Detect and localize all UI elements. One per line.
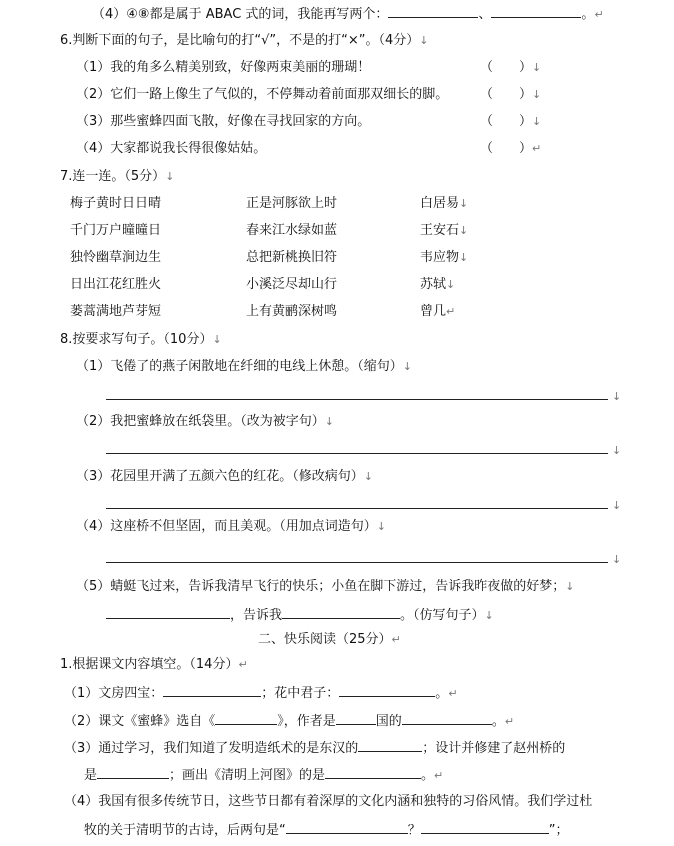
q7-col2-2[interactable]: 春来江水绿如蓝 bbox=[246, 223, 338, 238]
q6-paren-4[interactable]: （ ）↵ bbox=[480, 141, 542, 156]
q1-line-3 bbox=[64, 738, 565, 758]
answer-blank[interactable] bbox=[421, 820, 549, 834]
section-title-text: 二、快乐阅读（25分） bbox=[258, 632, 392, 647]
period: 。 bbox=[581, 7, 595, 22]
answer-paren: （ ） bbox=[480, 60, 533, 75]
q1-text: 。 bbox=[491, 714, 505, 729]
q1-text: 。 bbox=[435, 686, 449, 701]
answer-line-2[interactable] bbox=[106, 453, 608, 454]
q1-text: （1）文房四宝： bbox=[64, 686, 164, 701]
q8-item-2: （2）我把蜜蜂放在纸袋里。（改为被字句）↓ bbox=[76, 414, 334, 429]
q8-title-text: 8.按要求写句子。（10分） bbox=[60, 332, 213, 347]
q7-col3-4[interactable]: 苏轼↓ bbox=[420, 277, 456, 292]
q7-col1-2[interactable]: 千门万户曈曈日 bbox=[70, 223, 162, 238]
answer-blank[interactable] bbox=[106, 605, 230, 619]
poet-name: 白居易 bbox=[420, 196, 460, 211]
poet-name: 韦应物 bbox=[420, 250, 460, 265]
separator: 、 bbox=[478, 7, 492, 22]
answer-blank[interactable] bbox=[402, 711, 492, 725]
q8-item-text: （4）这座桥不但坚固，而且美观。（用加点词造句） bbox=[76, 519, 377, 534]
q6-item-text: （4）大家都说我长得很像姑姑。 bbox=[76, 141, 267, 156]
q6-item-text: （2）它们一路上像生了气似的，不停舞动着前面那双细长的脚。 bbox=[76, 87, 449, 102]
answer-blank[interactable] bbox=[325, 765, 421, 779]
q7-title-text: 7.连一连。（5分） bbox=[60, 169, 166, 184]
q1-text: ”； bbox=[548, 823, 569, 838]
answer-blank[interactable] bbox=[163, 683, 261, 697]
answer-blank[interactable] bbox=[336, 711, 376, 725]
q7-col2-4[interactable]: 小溪泛尽却山行 bbox=[246, 277, 338, 292]
q1-text: （4）我国有很多传统节日，这些节日都有着深厚的文化内涵和独特的习俗风情。我们学过杜 bbox=[64, 794, 593, 809]
answer-line-4[interactable] bbox=[106, 562, 608, 563]
q5-4-line: （4）④⑧都是属于 ABAC 式的词，我能再写两个： 、 。↵ bbox=[92, 4, 604, 24]
answer-paren: （ ） bbox=[480, 141, 533, 156]
q6-item-text: （1）我的角多么精美别致，好像两束美丽的珊瑚！ bbox=[76, 60, 371, 75]
q8-item-5-line2: ，告诉我 。（仿写句子）↓ bbox=[106, 605, 494, 625]
q7-col2-5[interactable]: 上有黄鹂深树鸣 bbox=[246, 304, 338, 319]
q8-item-text: （3）花园里开满了五颜六色的红花。（修改病句） bbox=[76, 469, 364, 484]
answer-blank[interactable] bbox=[388, 4, 478, 18]
poet-name: 苏轼 bbox=[420, 277, 447, 292]
q6-item-text: （3）那些蜜蜂四面飞散，好像在寻找回家的方向。 bbox=[76, 114, 371, 129]
answer-paren: （ ） bbox=[480, 114, 533, 129]
q1-title-text: 1.根据课文内容填空。（14分） bbox=[60, 657, 239, 672]
return-mark: ↓ bbox=[612, 390, 622, 403]
answer-blank[interactable] bbox=[282, 605, 400, 619]
q8-item-text: （5）蜻蜓飞过来，告诉我清早飞行的快乐；小鱼在脚下游过，告诉我昨夜做的好梦； bbox=[76, 579, 566, 594]
q6-paren-1[interactable]: （ ）↓ bbox=[480, 60, 542, 75]
answer-paren: （ ） bbox=[480, 87, 533, 102]
answer-blank[interactable] bbox=[97, 765, 169, 779]
q8-item-text: （2）我把蜜蜂放在纸袋里。（改为被字句） bbox=[76, 414, 325, 429]
q1-line-2: （2）课文《蜜蜂》选自《 》，作者是 国的 。↵ bbox=[64, 711, 514, 731]
q1-text: 》，作者是 bbox=[277, 714, 336, 729]
poet-name: 曾几 bbox=[420, 304, 447, 319]
q8-item-5: （5）蜻蜓飞过来，告诉我清早飞行的快乐；小鱼在脚下游过，告诉我昨夜做的好梦；↓ bbox=[76, 579, 575, 594]
q7-col3-1[interactable]: 白居易↓ bbox=[420, 196, 469, 211]
q1-line-3b: 是 ；画出《清明上河图》的是 。↵ bbox=[84, 765, 443, 785]
poet-name: 王安石 bbox=[420, 223, 460, 238]
answer-blank[interactable] bbox=[339, 683, 435, 697]
q1-text: ；设计并修建了赵州桥的 bbox=[422, 741, 566, 756]
answer-blank[interactable] bbox=[215, 711, 277, 725]
q7-col1-4[interactable]: 日出江花红胜火 bbox=[70, 277, 162, 292]
q8-item-4: （4）这座桥不但坚固，而且美观。（用加点词造句）↓ bbox=[76, 519, 386, 534]
return-mark: ↓ bbox=[612, 444, 622, 457]
q6-item-3 bbox=[76, 113, 370, 131]
q7-col3-5[interactable]: 曾几↵ bbox=[420, 304, 456, 319]
answer-blank[interactable] bbox=[286, 820, 408, 834]
q7-col1-3[interactable]: 独怜幽草涧边生 bbox=[70, 250, 162, 265]
q8-item-text: （1）飞倦了的燕子闲散地在纤细的电线上休憩。（缩句） bbox=[76, 359, 403, 374]
q6-item-2 bbox=[76, 86, 448, 104]
answer-line-3[interactable] bbox=[106, 508, 608, 509]
return-mark: ↓ bbox=[612, 553, 622, 566]
q6-paren-2[interactable]: （ ）↓ bbox=[480, 87, 542, 102]
q1-title: 1.根据课文内容填空。（14分）↵ bbox=[60, 657, 248, 672]
answer-blank[interactable] bbox=[491, 4, 581, 18]
q1-text: 。 bbox=[421, 768, 435, 783]
q6-paren-3[interactable]: （ ）↓ bbox=[480, 114, 542, 129]
q7-col2-3[interactable]: 总把新桃换旧符 bbox=[246, 250, 338, 265]
q1-line-4b bbox=[84, 820, 569, 840]
section-2-title: 二、快乐阅读（25分）↵ bbox=[258, 632, 401, 647]
q5-4-text: （4）④⑧都是属于 ABAC 式的词，我能再写两个： bbox=[92, 7, 389, 22]
q7-col3-3[interactable]: 韦应物↓ bbox=[420, 250, 469, 265]
q7-col1-1[interactable]: 梅子黄时日日晴 bbox=[70, 196, 162, 211]
q8-item-5-mid: ，告诉我 bbox=[230, 608, 283, 623]
return-mark: ↓ bbox=[612, 499, 622, 512]
q6-item-4 bbox=[76, 140, 266, 158]
q1-text: 牧的关于清明节的古诗，后两句是“ bbox=[84, 823, 286, 838]
q1-line-4 bbox=[64, 793, 592, 811]
q1-text: 国的 bbox=[375, 714, 402, 729]
q8-item-5-end: 。（仿写句子） bbox=[400, 608, 485, 623]
q7-title: 7.连一连。（5分）↓ bbox=[60, 169, 175, 184]
q7-col2-1[interactable]: 正是河豚欲上时 bbox=[246, 196, 338, 211]
q1-text: ；花中君子： bbox=[261, 686, 340, 701]
q8-item-1: （1）飞倦了的燕子闲散地在纤细的电线上休憩。（缩句）↓ bbox=[76, 359, 412, 374]
q1-text: 是 bbox=[84, 768, 98, 783]
q6-title-text: 6.判断下面的句子，是比喻句的打“√”，不是的打“×”。（4分） bbox=[60, 33, 420, 48]
answer-blank[interactable] bbox=[358, 738, 422, 752]
q1-text: （2）课文《蜜蜂》选自《 bbox=[64, 714, 216, 729]
answer-line-1[interactable] bbox=[106, 399, 608, 400]
q8-item-3: （3）花园里开满了五颜六色的红花。（修改病句）↓ bbox=[76, 469, 373, 484]
q1-text: ；画出《清明上河图》的是 bbox=[169, 768, 326, 783]
q1-line-1: （1）文房四宝： ；花中君子： 。↵ bbox=[64, 683, 458, 703]
q7-col1-5[interactable]: 蒌蒿满地芦芽短 bbox=[70, 304, 162, 319]
q1-text: ？ bbox=[407, 823, 421, 838]
q6-title: 6.判断下面的句子，是比喻句的打“√”，不是的打“×”。（4分）↓ bbox=[60, 33, 429, 48]
q6-item-1 bbox=[76, 59, 370, 77]
q7-col3-2[interactable]: 王安石↓ bbox=[420, 223, 469, 238]
q8-title: 8.按要求写句子。（10分）↓ bbox=[60, 332, 222, 347]
q1-text: （3）通过学习，我们知道了发明造纸术的是东汉的 bbox=[64, 741, 359, 756]
